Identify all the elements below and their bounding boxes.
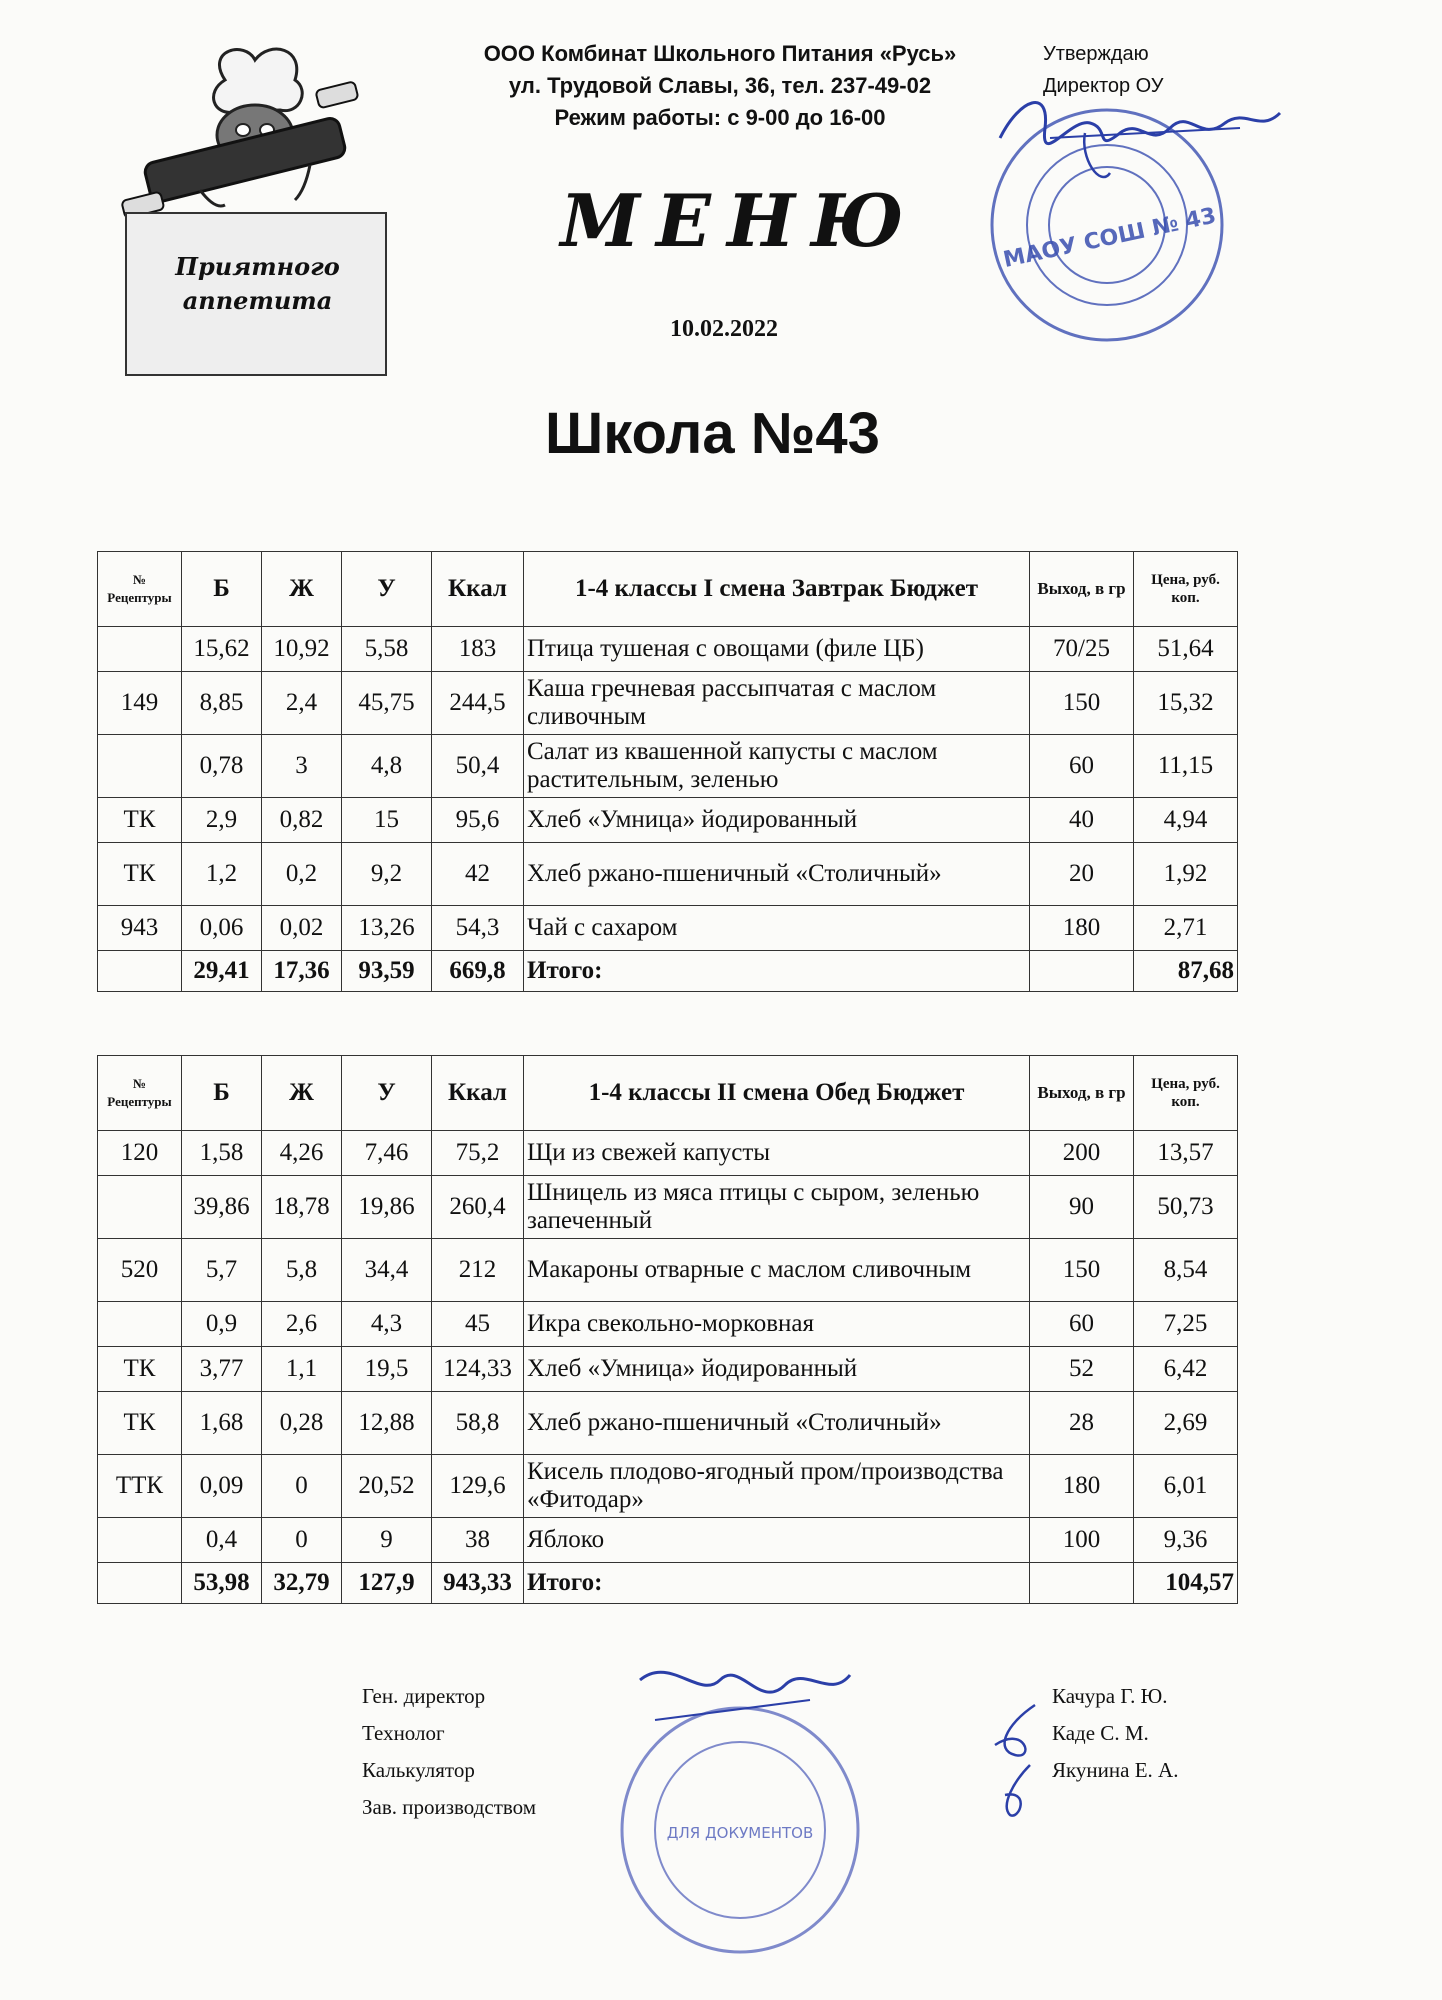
cell-u: 19,86 — [342, 1176, 432, 1239]
cell-price: 9,36 — [1134, 1518, 1238, 1563]
cell-kcal: 42 — [432, 843, 524, 906]
cell-kcal: 38 — [432, 1518, 524, 1563]
role-calculator: Калькулятор — [362, 1758, 475, 1782]
cell-price: 2,69 — [1134, 1392, 1238, 1455]
total-row — [98, 951, 1238, 992]
cell-dish: Чай с сахаром — [524, 906, 1030, 951]
table-header-row — [98, 552, 1238, 627]
cell-price: 4,94 — [1134, 798, 1238, 843]
cell-b: 0,06 — [182, 906, 262, 951]
cell-price: 8,54 — [1134, 1239, 1238, 1302]
cell-b: 0,09 — [182, 1455, 262, 1518]
cell-kcal: 54,3 — [432, 906, 524, 951]
cell-u: 15 — [342, 798, 432, 843]
col-zh: Ж — [262, 552, 342, 627]
table-row — [98, 843, 1238, 906]
cell-output: 180 — [1030, 906, 1134, 951]
cell-price: 6,01 — [1134, 1455, 1238, 1518]
cell-output: 100 — [1030, 1518, 1134, 1563]
col-price: Цена, руб. коп. — [1134, 1056, 1238, 1131]
total-row — [98, 1563, 1238, 1604]
table-row — [98, 735, 1238, 798]
total-label: Итого: — [524, 1563, 1030, 1604]
table-row — [98, 1347, 1238, 1392]
school-stamp-text: МАОУ СОШ № 43 — [1001, 203, 1219, 273]
cell-output: 180 — [1030, 1455, 1134, 1518]
total-zh: 17,36 — [262, 951, 342, 992]
cell-u: 9 — [342, 1518, 432, 1563]
cell-b: 5,7 — [182, 1239, 262, 1302]
table-row — [98, 1455, 1238, 1518]
cell-b: 2,9 — [182, 798, 262, 843]
signature-roles — [362, 1678, 536, 1826]
menu-date: 10.02.2022 — [670, 316, 778, 342]
cell-dish: Макароны отварные с маслом сливочным — [524, 1239, 1030, 1302]
table-header-row — [98, 1056, 1238, 1131]
company-address: ул. Трудовой Славы, 36, тел. 237-49-02 — [508, 73, 932, 98]
cell-u: 4,8 — [342, 735, 432, 798]
table-row — [98, 1239, 1238, 1302]
cell-price: 50,73 — [1134, 1176, 1238, 1239]
col-zh: Ж — [262, 1056, 342, 1131]
cell-output: 200 — [1030, 1131, 1134, 1176]
approve-director: Директор ОУ — [1043, 75, 1164, 97]
cell-u: 9,2 — [342, 843, 432, 906]
cell-zh: 2,4 — [262, 672, 342, 735]
table-row — [98, 1131, 1238, 1176]
cell-output: 60 — [1030, 1302, 1134, 1347]
col-dish: 1-4 классы I смена Завтрак Бюджет — [524, 552, 1030, 627]
col-u: У — [342, 1056, 432, 1131]
cell-recipe — [98, 1563, 182, 1604]
cell-output: 150 — [1030, 672, 1134, 735]
cell-dish: Икра свекольно-морковная — [524, 1302, 1030, 1347]
cell-zh: 0,02 — [262, 906, 342, 951]
col-output: Выход, в гр — [1030, 1056, 1134, 1131]
cell-recipe — [98, 1302, 182, 1347]
cell-price: 13,57 — [1134, 1131, 1238, 1176]
cell-recipe: ТК — [98, 1392, 182, 1455]
cell-dish: Хлеб ржано-пшеничный «Столичный» — [524, 1392, 1030, 1455]
cell-b: 3,77 — [182, 1347, 262, 1392]
cell-kcal: 212 — [432, 1239, 524, 1302]
cell-output: 52 — [1030, 1347, 1134, 1392]
cell-b: 1,68 — [182, 1392, 262, 1455]
cell-dish: Яблоко — [524, 1518, 1030, 1563]
name-calculator: Якунина Е. А. — [1052, 1758, 1179, 1782]
total-kcal: 943,33 — [432, 1563, 524, 1604]
cell-recipe — [98, 627, 182, 672]
cell-b: 15,62 — [182, 627, 262, 672]
cell-zh: 5,8 — [262, 1239, 342, 1302]
cell-kcal: 50,4 — [432, 735, 524, 798]
col-b: Б — [182, 552, 262, 627]
cell-price: 7,25 — [1134, 1302, 1238, 1347]
total-label: Итого: — [524, 951, 1030, 992]
cell-price: 2,71 — [1134, 906, 1238, 951]
signature-names — [1052, 1678, 1178, 1789]
total-u: 93,59 — [342, 951, 432, 992]
cell-dish: Каша гречневая рассыпчатая с маслом сливочным — [524, 672, 1030, 735]
cell-price: 1,92 — [1134, 843, 1238, 906]
total-u: 127,9 — [342, 1563, 432, 1604]
col-kcal: Ккал — [432, 1056, 524, 1131]
cell-zh: 18,78 — [262, 1176, 342, 1239]
cell-b: 8,85 — [182, 672, 262, 735]
cell-output: 60 — [1030, 735, 1134, 798]
cell-dish: Хлеб «Умница» йодированный — [524, 798, 1030, 843]
cell-output: 28 — [1030, 1392, 1134, 1455]
cell-zh: 1,1 — [262, 1347, 342, 1392]
cell-recipe: ТК — [98, 1347, 182, 1392]
breakfast-table — [97, 551, 1238, 992]
cell-u: 13,26 — [342, 906, 432, 951]
col-u: У — [342, 552, 432, 627]
cell-output: 70/25 — [1030, 627, 1134, 672]
cell-b: 0,4 — [182, 1518, 262, 1563]
approve-label: Утверждаю — [1043, 43, 1149, 65]
table-row — [98, 627, 1238, 672]
cell-recipe: 149 — [98, 672, 182, 735]
company-name: ООО Комбинат Школьного Питания «Русь» — [483, 41, 957, 66]
cell-u: 20,52 — [342, 1455, 432, 1518]
cell-b: 0,78 — [182, 735, 262, 798]
cell-kcal: 58,8 — [432, 1392, 524, 1455]
cell-u: 12,88 — [342, 1392, 432, 1455]
cell-kcal: 45 — [432, 1302, 524, 1347]
cell-recipe: ТК — [98, 798, 182, 843]
col-b: Б — [182, 1056, 262, 1131]
company-header — [440, 38, 1000, 134]
cell-b: 1,58 — [182, 1131, 262, 1176]
cell-dish: Хлеб «Умница» йодированный — [524, 1347, 1030, 1392]
cell-u: 7,46 — [342, 1131, 432, 1176]
cell-price: 11,15 — [1134, 735, 1238, 798]
cell-kcal: 124,33 — [432, 1347, 524, 1392]
table-row — [98, 1392, 1238, 1455]
cell-u: 19,5 — [342, 1347, 432, 1392]
cell-zh: 0,2 — [262, 843, 342, 906]
cell-zh: 4,26 — [262, 1131, 342, 1176]
cell-u: 4,3 — [342, 1302, 432, 1347]
role-technologist: Технолог — [362, 1721, 445, 1745]
col-kcal: Ккал — [432, 552, 524, 627]
cell-zh: 0 — [262, 1518, 342, 1563]
role-production-head: Зав. производством — [362, 1795, 537, 1819]
cell-output: 40 — [1030, 798, 1134, 843]
col-output: Выход, в гр — [1030, 552, 1134, 627]
company-stamp-text: ДЛЯ ДОКУМЕНТОВ — [666, 1824, 814, 1842]
cell-dish: Птица тушеная с овощами (филе ЦБ) — [524, 627, 1030, 672]
cell-u: 5,58 — [342, 627, 432, 672]
director-signature-icon — [990, 78, 1290, 198]
cell-zh: 3 — [262, 735, 342, 798]
table-row — [98, 906, 1238, 951]
cell-output: 20 — [1030, 843, 1134, 906]
cell-zh: 0,28 — [262, 1392, 342, 1455]
menu-title: МЕНЮ — [560, 178, 920, 263]
col-recipe: № Рецептуры — [98, 552, 182, 627]
cell-dish: Шницель из мяса птицы с сыром, зеленью запеченный — [524, 1176, 1030, 1239]
table-row — [98, 798, 1238, 843]
cell-dish: Щи из свежей капусты — [524, 1131, 1030, 1176]
cell-kcal: 75,2 — [432, 1131, 524, 1176]
cell-kcal: 183 — [432, 627, 524, 672]
table-row — [98, 1176, 1238, 1239]
cell-kcal: 129,6 — [432, 1455, 524, 1518]
cell-recipe: ТТК — [98, 1455, 182, 1518]
cell-u: 45,75 — [342, 672, 432, 735]
name-technologist: Каде С. М. — [1052, 1721, 1149, 1745]
cell-u: 34,4 — [342, 1239, 432, 1302]
cell-dish: Кисель плодово-ягодный пром/производства «Фитодар» — [524, 1455, 1030, 1518]
total-zh: 32,79 — [262, 1563, 342, 1604]
cell-zh: 0 — [262, 1455, 342, 1518]
cell-zh: 0,82 — [262, 798, 342, 843]
cell-output — [1030, 1563, 1134, 1604]
cell-b: 1,2 — [182, 843, 262, 906]
school-title: Школа №43 — [545, 401, 880, 466]
cell-output — [1030, 951, 1134, 992]
col-recipe: № Рецептуры — [98, 1056, 182, 1131]
lunch-table — [97, 1055, 1238, 1604]
table-row — [98, 1518, 1238, 1563]
table-row — [98, 672, 1238, 735]
cell-recipe: 943 — [98, 906, 182, 951]
table-row — [98, 1302, 1238, 1347]
cell-recipe — [98, 1518, 182, 1563]
total-price: 104,57 — [1134, 1563, 1238, 1604]
cell-output: 90 — [1030, 1176, 1134, 1239]
cell-kcal: 95,6 — [432, 798, 524, 843]
name-general-director: Качура Г. Ю. — [1052, 1684, 1168, 1708]
cell-kcal: 244,5 — [432, 672, 524, 735]
total-price: 87,68 — [1134, 951, 1238, 992]
col-price: Цена, руб. коп. — [1134, 552, 1238, 627]
cell-output: 150 — [1030, 1239, 1134, 1302]
cell-zh: 2,6 — [262, 1302, 342, 1347]
cell-price: 15,32 — [1134, 672, 1238, 735]
total-b: 53,98 — [182, 1563, 262, 1604]
col-dish: 1-4 классы II смена Обед Бюджет — [524, 1056, 1030, 1131]
total-b: 29,41 — [182, 951, 262, 992]
total-kcal: 669,8 — [432, 951, 524, 992]
cell-price: 51,64 — [1134, 627, 1238, 672]
cell-price: 6,42 — [1134, 1347, 1238, 1392]
company-hours: Режим работы: с 9-00 до 16-00 — [554, 105, 886, 130]
cell-zh: 10,92 — [262, 627, 342, 672]
role-general-director: Ген. директор — [362, 1684, 486, 1708]
staff-signature-icon — [975, 1695, 1055, 1825]
cell-recipe: 120 — [98, 1131, 182, 1176]
cell-recipe: 520 — [98, 1239, 182, 1302]
cell-dish: Салат из квашенной капусты с маслом растительным, зеленью — [524, 735, 1030, 798]
cell-b: 39,86 — [182, 1176, 262, 1239]
cell-b: 0,9 — [182, 1302, 262, 1347]
cell-recipe — [98, 1176, 182, 1239]
company-stamp-icon — [610, 1660, 870, 1960]
logo-text: Приятного аппетита — [175, 252, 340, 315]
cell-kcal: 260,4 — [432, 1176, 524, 1239]
cell-recipe: ТК — [98, 843, 182, 906]
cell-dish: Хлеб ржано-пшеничный «Столичный» — [524, 843, 1030, 906]
cell-recipe — [98, 951, 182, 992]
cell-recipe — [98, 735, 182, 798]
